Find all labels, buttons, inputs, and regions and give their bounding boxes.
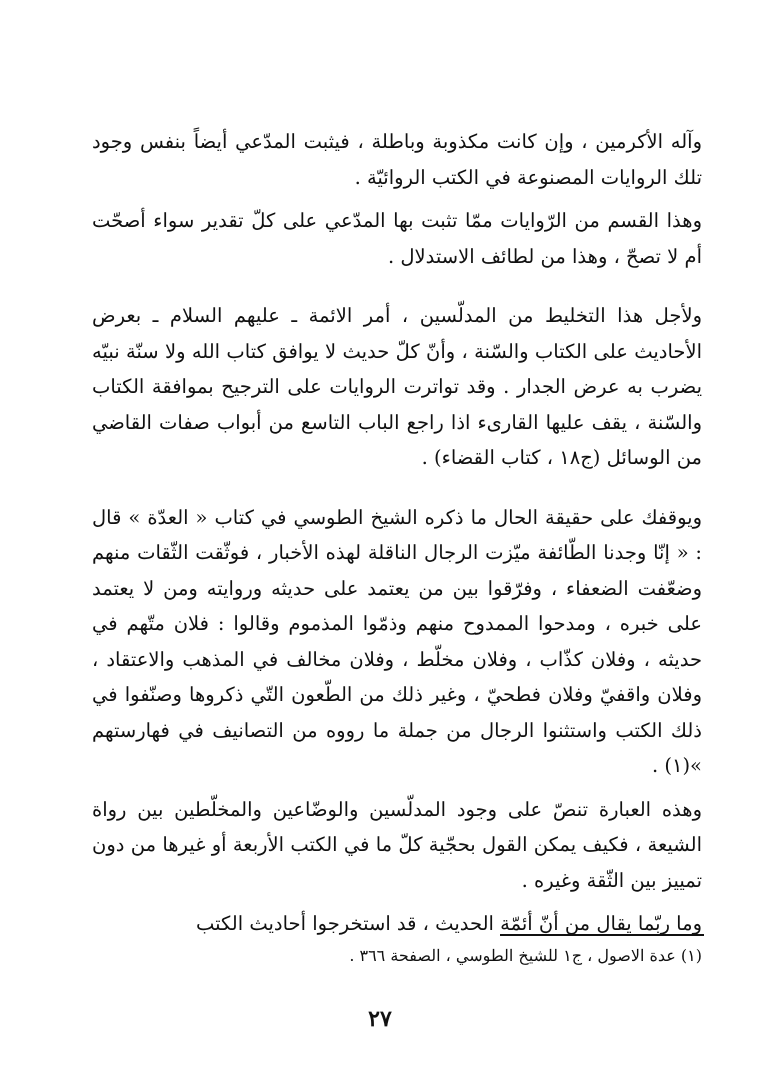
footnote-divider: [500, 934, 704, 936]
footnote: (١) عدة الاصول ، ج١ للشيخ الطوسي ، الصفحة ٣٦٦ .: [349, 946, 702, 965]
main-text: [92, 124, 702, 942]
paragraph-3: ولأجل هذا التخليط من المدلّسين ، أمر الائمة ـ عليهم السلام ـ بعرض الأحاديث على الكتاب والسّنة ، وأنّ كلّ حديث لا يوافق كتاب الله ولا سنّة نبيّه يضرب به عرض الجدار . وقد تواترت الروايات على الترجيح بموافقة الكتاب والسّنة ، يقف عليها القارىء اذا راجع الباب التاسع من أبواب صفات القاضي من الوسائل (ج١٨ ، كتاب القضاء) .: [92, 304, 702, 469]
paragraph-6: وما ربّما يقال من أنّ أئمّة الحديث ، قد استخرجوا أحاديث الكتب: [195, 912, 702, 935]
paragraph-5: وهذه العبارة تنصّ على وجود المدلّسين والوضّاعين والمخلّطين بين رواة الشيعة ، فكيف يمكن القول بحجّية كلّ ما في الكتب الأربعة أو غيرها من دون تمييز بين الثّقة وغيره .: [92, 797, 702, 892]
paragraph-1: وآله الأكرمين ، وإن كانت مكذوبة وباطلة ، فيثبت المدّعي أيضاً بنفس وجود تلك الروايات المصنوعة في الكتب الروائيّة .: [92, 130, 702, 189]
paragraph-4: ويوقفك على حقيقة الحال ما ذكره الشيخ الطوسي في كتاب « العدّة » قال : « إنّا وجدنا الطّائفة ميّزت الرجال الناقلة لهذه الأخبار ، فوثّقت الثّقات منهم وضعّفت الضعفاء ، وفرّقوا بين من يعتمد على حديثه وروايته ومن لا يعتمد على خبره ، ومدحوا الممدوح منهم وذمّوا المذموم وقالوا : فلان متّهم في حديثه ، وفلان كذّاب ، وفلان مخلّط ، وفلان مخالف في المذهب والاعتقاد ، وفلان واقفيّ وفلان فطحيّ ، وغير ذلك من الطّعون التّي ذكروها وصنّفوا في ذلك الكتب واستثنوا الرجال من جملة ما رووه من التصانيف في فهارستهم »(١) .: [92, 505, 702, 777]
page-number: ٢٧: [368, 1006, 392, 1032]
paragraph-2: وهذا القسم من الرّوايات ممّا تثبت بها المدّعي على كلّ تقدير سواء أصحّت أم لا تصحّ ، وهذا من لطائف الاستدلال .: [92, 209, 702, 268]
